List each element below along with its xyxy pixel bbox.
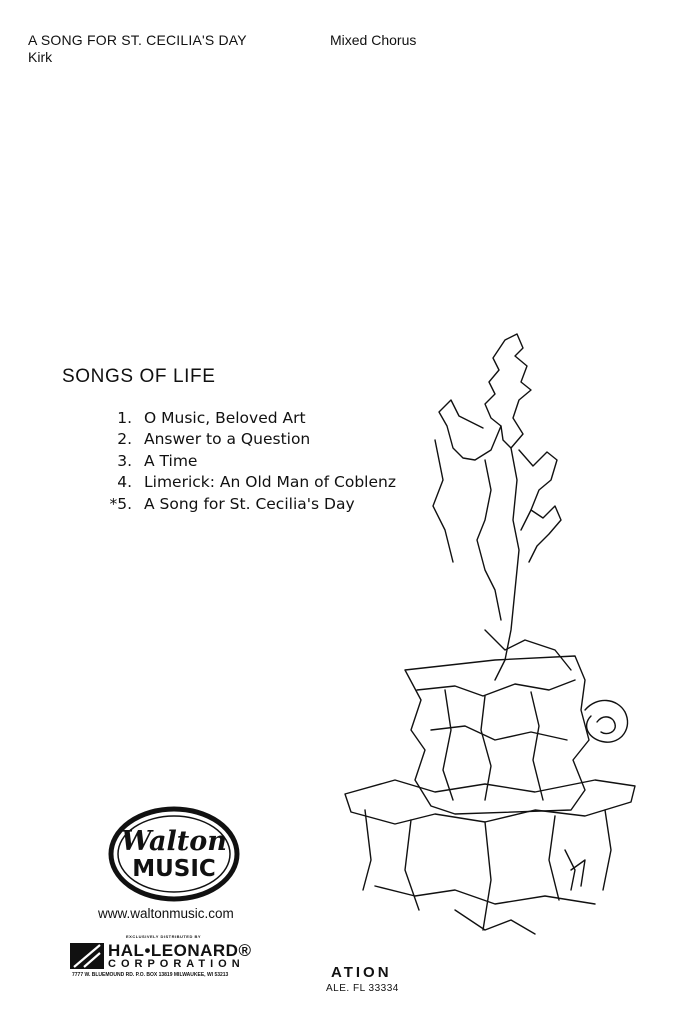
- collection-title: SONGS OF LIFE: [62, 366, 216, 387]
- header-composer: Kirk: [28, 49, 53, 65]
- distributor-name: HAL•LEONARD®: [108, 941, 252, 960]
- series-label: ATION: [331, 964, 392, 981]
- walton-music-logo: [108, 806, 240, 902]
- distributor-address: 7777 W. BLUEMOUND RD. P.O. BOX 13819 MILWAUKEE, WI 53213: [72, 972, 229, 978]
- song-title: A Time: [144, 451, 198, 470]
- logo-line2: MUSIC: [132, 856, 216, 882]
- song-number: 2.: [117, 430, 132, 449]
- song-title: Limerick: An Old Man of Coblenz: [144, 473, 396, 492]
- song-title: Answer to a Question: [144, 430, 311, 449]
- distributor-corp: CORPORATION: [108, 958, 245, 970]
- song-number: 3.: [117, 451, 132, 470]
- song-number: 4.: [117, 473, 132, 492]
- song-number: *5.: [109, 494, 132, 513]
- distributor-label: EXCLUSIVELY DISTRIBUTED BY: [126, 934, 202, 939]
- song-title: A Song for St. Cecilia's Day: [144, 494, 355, 513]
- song-title: O Music, Beloved Art: [144, 408, 306, 427]
- header-voicing: Mixed Chorus: [330, 32, 417, 48]
- logo-line1: Walton: [121, 826, 227, 857]
- catalog-number: ALE. FL 33334: [326, 983, 399, 994]
- song-number: 1.: [117, 408, 132, 427]
- header-title: A SONG FOR ST. CECILIA'S DAY: [28, 32, 247, 48]
- publisher-website: www.waltonmusic.com: [98, 906, 234, 921]
- line-drawing-sketch-icon: [335, 330, 655, 950]
